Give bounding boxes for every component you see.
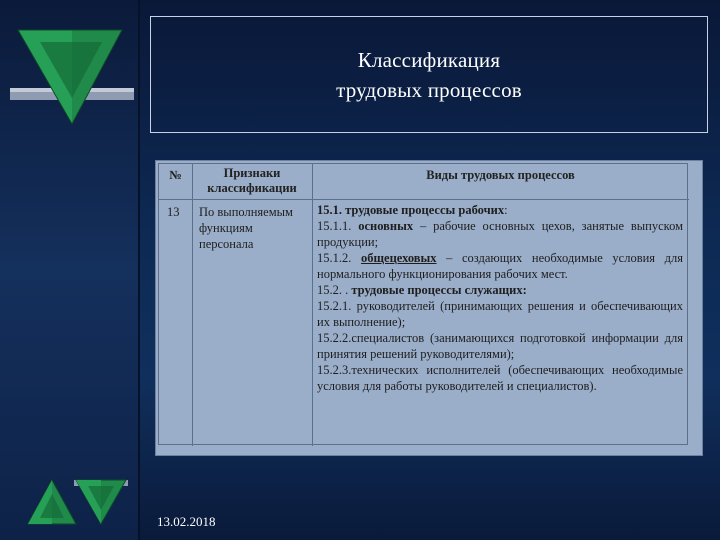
- row-num: 13: [167, 205, 180, 219]
- header-types: Виды трудовых процессов: [312, 164, 689, 200]
- type-line-4: 15.2. . трудовые процессы служащих:: [317, 283, 527, 297]
- row-criteria: По выполняемым функциям персонала: [199, 205, 293, 251]
- slide-date: 13.02.2018: [157, 514, 216, 529]
- type-line-7: 15.2.3.технических исполнителей (обеспечивающих необходимые условия для работы руководителей и специалистов).: [317, 363, 683, 393]
- column-divider-1: [192, 164, 193, 446]
- gem-ornament-bottom-up-icon: [26, 478, 78, 526]
- type-line-1: 15.1. трудовые процессы рабочих:: [317, 203, 508, 217]
- row-types: [317, 202, 683, 394]
- gem-ornament-top-icon: [10, 28, 134, 128]
- classification-table: [155, 160, 703, 456]
- header-num: №: [159, 164, 192, 200]
- type-line-3: 15.1.2. общецеховых – создающих необходимые условия для нормального функционирования рабочих мест.: [317, 251, 683, 281]
- band-divider: [138, 0, 140, 540]
- slide-title-box: [150, 16, 708, 133]
- table-grid: [158, 163, 688, 445]
- column-divider-2: [312, 164, 313, 446]
- slide-title-line-1: Классификация: [357, 47, 501, 72]
- gem-ornament-bottom-down-icon: [74, 478, 128, 526]
- type-line-5: 15.2.1. руководителей (принимающих решения и обеспечивающих их выполнение);: [317, 299, 683, 329]
- header-criteria: Признаки классификации: [192, 164, 312, 200]
- type-line-6: 15.2.2.специалистов (занимающихся подготовкой информации для принятия решений руководителями);: [317, 331, 683, 361]
- type-line-2: 15.1.1. основных – рабочие основных цехов, занятые выпуском продукции;: [317, 219, 683, 249]
- slide-title-line-2: трудовых процессов: [336, 77, 522, 102]
